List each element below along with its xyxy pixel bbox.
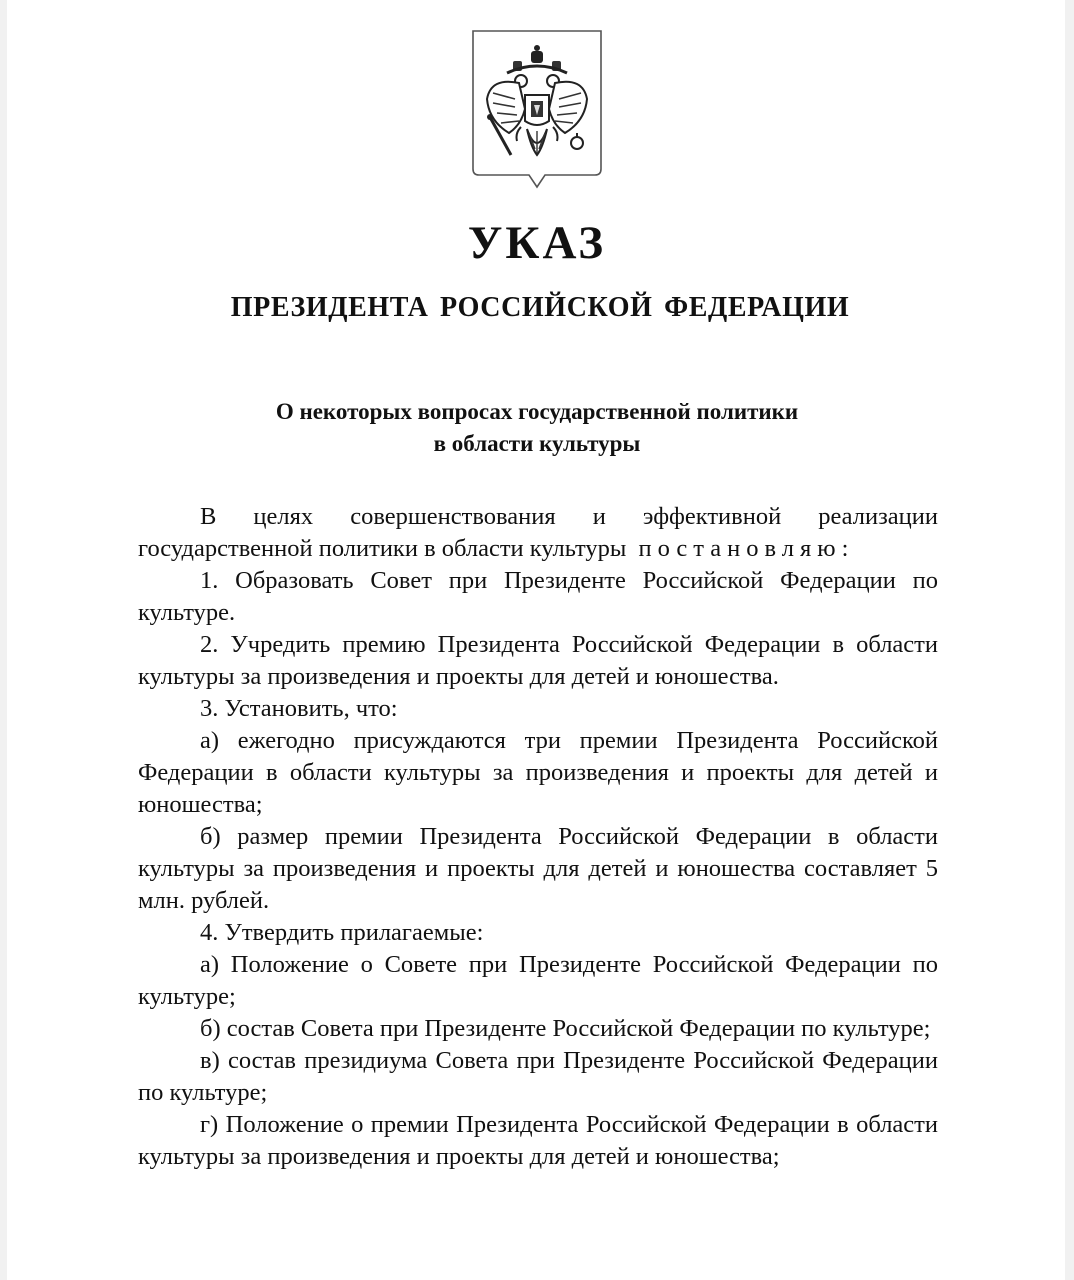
item-4d: г) Положение о премии Президента Российской Федерации в области культуры за произведения и проекты для детей и юношества; — [138, 1111, 938, 1170]
item-3a: а) ежегодно присуждаются три премии Президента Российской Федерации в области культуры за произведения и проекты для детей и юношества; — [138, 727, 938, 818]
page-edge-left — [0, 0, 7, 1280]
item-3b: б) размер премии Президента Российской Федерации в области культуры за произведения и проекты для детей и юношества составляет 5 млн. рублей. — [138, 823, 938, 914]
page-edge-right — [1065, 0, 1074, 1280]
heading-line-1: О некоторых вопросах государственной политики — [275, 399, 799, 424]
preamble-text: В целях совершенствования и эффективной реализации государственной политики в области культуры — [138, 503, 938, 562]
document-subtitle: ПРЕЗИДЕНТА РОССИЙСКОЙ ФЕДЕРАЦИИ — [230, 292, 850, 323]
document-body — [138, 501, 938, 1173]
item-4c: в) состав президиума Совета при Президенте Российской Федерации по культуре; — [138, 1047, 938, 1106]
item-3: 3. Установить, что: — [200, 695, 398, 722]
item-2: 2. Учредить премию Президента Российской Федерации в области культуры за произведения и проекты для детей и юношества. — [138, 631, 938, 690]
item-1: 1. Образовать Совет при Президенте Российской Федерации по культуре. — [138, 567, 938, 626]
item-4b: б) состав Совета при Президенте Российской Федерации по культуре; — [200, 1015, 931, 1042]
document-title: УКАЗ — [467, 217, 607, 269]
document-heading — [0, 396, 1074, 460]
decree-word: постановляю: — [638, 535, 855, 562]
heading-line-2: в области культуры — [433, 431, 641, 456]
coat-of-arms-icon — [471, 29, 603, 191]
item-4a: а) Положение о Совете при Президенте Российской Федерации по культуре; — [138, 951, 938, 1010]
item-4: 4. Утвердить прилагаемые: — [200, 919, 484, 946]
preamble-paragraph — [138, 501, 938, 565]
